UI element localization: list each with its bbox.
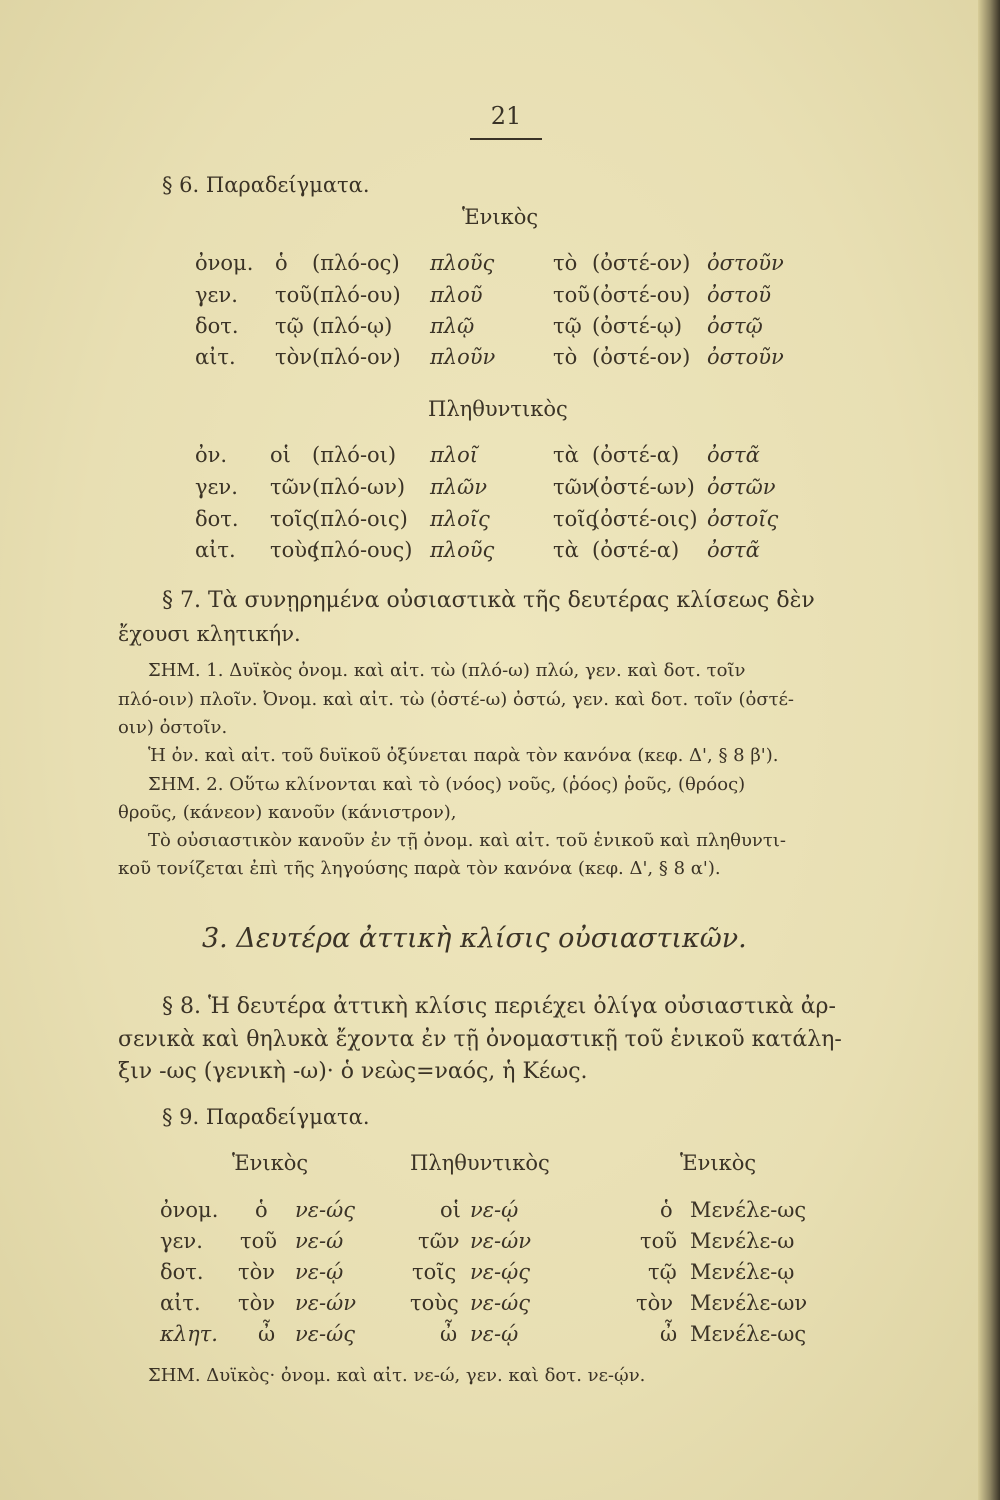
article: οἱ	[440, 1198, 461, 1222]
section-7-line: § 7. Τὰ συνῃρημένα οὐσιαστικὰ τῆς δευτέρας κλίσεως δὲν	[162, 588, 815, 613]
noun-form: νε-ῴ	[470, 1322, 519, 1346]
article: τῶν	[270, 475, 312, 499]
noun-form: νε-ών	[470, 1229, 532, 1253]
article: τοῖς	[553, 507, 598, 531]
section-9-title: § 9. Παραδείγματα.	[162, 1105, 370, 1129]
article: τοῖς	[270, 507, 315, 531]
section-8-line: σενικὰ καὶ θηλυκὰ ἔχοντα ἐν τῇ ὀνομαστικῇ τοῦ ἑνικοῦ κατάλη-	[118, 1027, 842, 1052]
article: τοῦ	[240, 1229, 278, 1253]
uncontracted-form: (πλό-ους)	[312, 538, 413, 562]
contracted-form: πλοῖ	[430, 443, 478, 467]
article: τοῖς	[412, 1260, 457, 1284]
note-2-line: ΣΗΜ. 2. Οὕτω κλίνονται καὶ τὸ (νόος) νοῦς, (ῥόος) ῥοῦς, (θρόος)	[148, 774, 746, 795]
contracted-form: ὀστῶν	[707, 475, 776, 499]
uncontracted-form: (ὀστέ-ου)	[592, 283, 691, 307]
case-label: αἰτ.	[195, 538, 236, 562]
singular-label: Ἑνικὸς	[462, 205, 539, 229]
contracted-form: πλοῖς	[430, 507, 490, 531]
note-2-line: θροῦς, (κάνεον) κανοῦν (κάνιστρον),	[118, 802, 457, 823]
note-1-line: ΣΗΜ. 1. Δυϊκὸς ὀνομ. καὶ αἰτ. τὼ (πλό-ω) πλώ, γεν. καὶ δοτ. τοῖν	[148, 660, 746, 681]
section-9-note: ΣΗΜ. Δυϊκὸς· ὀνομ. καὶ αἰτ. νε-ώ, γεν. καὶ δοτ. νε-ῴν.	[148, 1365, 646, 1386]
contracted-form: ὀστοῖς	[707, 507, 779, 531]
uncontracted-form: (ὀστέ-ον)	[592, 345, 691, 369]
contracted-form: ὀστᾶ	[707, 443, 760, 467]
article: ὦ	[660, 1322, 678, 1346]
article: τοὺς	[270, 538, 319, 562]
article: τὰ	[553, 538, 579, 562]
uncontracted-form: (πλό-ον)	[312, 345, 401, 369]
case-label: ὀν.	[195, 443, 228, 467]
case-label: δοτ.	[195, 314, 239, 338]
note-2-line: κοῦ τονίζεται ἐπὶ τῆς ληγούσης παρὰ τὸν κανόνα (κεφ. Δ', § 8 α').	[118, 858, 721, 879]
article: τὸ	[553, 345, 578, 369]
uncontracted-form: (ὀστέ-ον)	[592, 251, 691, 275]
case-label: ὀνομ.	[160, 1198, 219, 1222]
article: οἱ	[270, 443, 291, 467]
uncontracted-form: (πλό-ου)	[312, 283, 401, 307]
article: ὁ	[275, 251, 288, 275]
noun-form: Μενέλε-ῳ	[690, 1260, 795, 1284]
plural-label: Πληθυντικὸς	[428, 397, 568, 421]
column-header: Ἑνικὸς	[232, 1151, 309, 1175]
uncontracted-form: (ὀστέ-οις)	[592, 507, 698, 531]
noun-form: Μενέλε-ως	[690, 1198, 807, 1222]
uncontracted-form: (πλό-οις)	[312, 507, 408, 531]
article: τῶν	[418, 1229, 460, 1253]
contracted-form: ὀστοῦν	[707, 345, 784, 369]
contracted-form: ὀστοῦ	[707, 283, 772, 307]
article: τὸν	[238, 1260, 276, 1284]
article: τοῦ	[553, 283, 591, 307]
uncontracted-form: (πλό-οι)	[312, 443, 397, 467]
article: τῷ	[275, 314, 304, 338]
noun-form: νε-ώ	[295, 1229, 344, 1253]
article: ὦ	[258, 1322, 276, 1346]
case-label: γεν.	[160, 1229, 203, 1253]
contracted-form: πλῶν	[430, 475, 488, 499]
section-3-heading: 3. Δευτέρα ἀττικὴ κλίσις οὐσιαστικῶν.	[202, 923, 747, 954]
article: τὸν	[275, 345, 313, 369]
section-6-title: § 6. Παραδείγματα.	[162, 173, 370, 197]
section-8-line: ξιν -ως (γενικὴ -ω)· ὁ νεὼς=ναός, ἡ Κέως.	[118, 1059, 588, 1084]
article: τὰ	[553, 443, 579, 467]
uncontracted-form: (πλό-ων)	[312, 475, 406, 499]
article: τῷ	[648, 1260, 677, 1284]
uncontracted-form: (πλό-ῳ)	[312, 314, 393, 338]
note-1-line: πλό-οιν) πλοῖν. Ὀνομ. καὶ αἰτ. τὼ (ὀστέ-ω) ὀστώ, γεν. καὶ δοτ. τοῖν (ὀστέ-	[118, 689, 794, 710]
article: τὸν	[636, 1291, 674, 1315]
article: ὁ	[660, 1198, 673, 1222]
noun-form: νε-ώς	[470, 1291, 531, 1315]
case-label: ὀνομ.	[195, 251, 254, 275]
noun-form: Μενέλε-ων	[690, 1291, 808, 1315]
contracted-form: ὀστοῦν	[707, 251, 784, 275]
article: τὸν	[238, 1291, 276, 1315]
note-1-line: οιν) ὀστοῖν.	[118, 717, 228, 738]
article: τὸ	[553, 251, 578, 275]
noun-form: Μενέλε-ω	[690, 1229, 795, 1253]
contracted-form: πλῷ	[430, 314, 475, 338]
uncontracted-form: (ὀστέ-ῳ)	[592, 314, 683, 338]
section-7-line: ἔχουσι κλητικήν.	[118, 622, 301, 646]
noun-form: νε-ώς	[295, 1322, 356, 1346]
uncontracted-form: (ὀστέ-α)	[592, 443, 680, 467]
section-8-line: § 8. Ἡ δευτέρα ἀττικὴ κλίσις περιέχει ὀλίγα οὐσιαστικὰ ἀρ-	[162, 994, 836, 1019]
article: ὁ	[255, 1198, 268, 1222]
case-label: γεν.	[195, 475, 238, 499]
column-header: Πληθυντικὸς	[410, 1151, 550, 1175]
page-number: 21	[490, 102, 522, 130]
contracted-form: πλοῦ	[430, 283, 483, 307]
article: ὦ	[440, 1322, 458, 1346]
case-label: αἰτ.	[160, 1291, 201, 1315]
article: τοὺς	[410, 1291, 459, 1315]
article: τοῦ	[275, 283, 313, 307]
noun-form: Μενέλε-ως	[690, 1322, 807, 1346]
noun-form: νε-ῴ	[295, 1260, 344, 1284]
noun-form: νε-ών	[295, 1291, 357, 1315]
uncontracted-form: (ὀστέ-ων)	[592, 475, 695, 499]
contracted-form: πλοῦς	[430, 538, 495, 562]
noun-form: νε-ῴς	[470, 1260, 531, 1284]
column-header: Ἑνικὸς	[680, 1151, 757, 1175]
noun-form: νε-ῴ	[470, 1198, 519, 1222]
case-label: δοτ.	[195, 507, 239, 531]
case-label: γεν.	[195, 283, 238, 307]
case-label: κλητ.	[160, 1322, 218, 1346]
case-label: δοτ.	[160, 1260, 204, 1284]
article: τῷ	[553, 314, 582, 338]
note-1-line: Ἡ ὀν. καὶ αἰτ. τοῦ δυϊκοῦ ὀξύνεται παρὰ τὸν κανόνα (κεφ. Δ', § 8 β').	[148, 745, 779, 766]
article: τοῦ	[640, 1229, 678, 1253]
contracted-form: ὀστῷ	[707, 314, 763, 338]
page-number-rule	[470, 138, 542, 140]
contracted-form: πλοῦς	[430, 251, 495, 275]
contracted-form: ὀστᾶ	[707, 538, 760, 562]
case-label: αἰτ.	[195, 345, 236, 369]
noun-form: νε-ώς	[295, 1198, 356, 1222]
article: τῶν	[553, 475, 595, 499]
uncontracted-form: (πλό-ος)	[312, 251, 400, 275]
uncontracted-form: (ὀστέ-α)	[592, 538, 680, 562]
note-2-line: Τὸ οὐσιαστικὸν κανοῦν ἐν τῇ ὀνομ. καὶ αἰτ. τοῦ ἑνικοῦ καὶ πληθυντι-	[148, 830, 786, 851]
contracted-form: πλοῦν	[430, 345, 496, 369]
book-spine-edge	[978, 0, 1000, 1500]
